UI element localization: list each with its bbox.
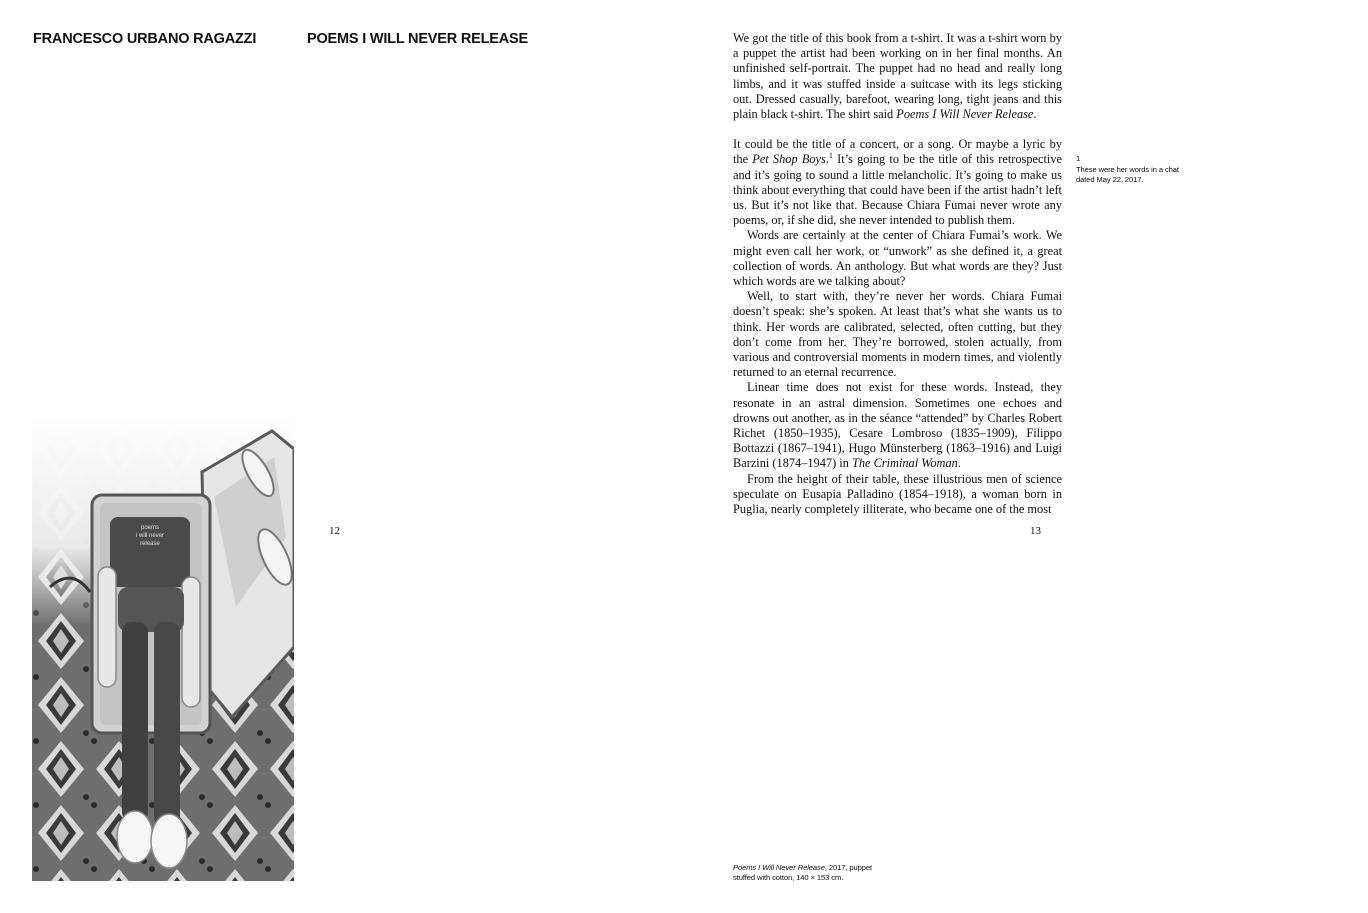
page-number-left: 12 — [329, 525, 340, 537]
paragraph-5: Linear time does not exist for these words. Instead, they resonate in an astral dimension. Sometimes one echoes and drowns out another, as in the séance “attended” by Charles Robert Richet (1850–1935), Cesare Lombroso (1835–1909), Filippo Bottazzi (1867–1941), Hugo Münsterberg (1863–1916) and Luigi Barzini (1874–1947) in The Criminal Woman. — [733, 380, 1062, 471]
title-reference: Poems I Will Never Release — [896, 107, 1034, 122]
paragraph-6: From the height of their table, these illustrious men of science speculate on Eusapia Palladino (1854–1918), a woman born in Puglia, nearly completely illiterate, who became one of the most — [733, 471, 1062, 517]
paragraph-1: We got the title of this book from a t-shirt. It was a t-shirt worn by a puppet the artist had been working on in her final months. An unfinished self-portrait. The puppet had no head and really long limbs, and it was stuffed inside a suitcase with its legs sticking out. Dressed casually, barefoot, wearing long, tight jeans and this plain black t-shirt. The shirt said Poems I Will Never Release. — [733, 31, 1062, 122]
paragraph-4: Well, to start with, they’re never her words. Chiara Fumai doesn’t speak: she’s spoken. At least that’s what she wants us to think. Her words are calibrated, selected, often cutting, but they don’t come from her. They’re borrowed, stolen actually, from various and controversial moments in modern times, and violently returned to an eternal recurrence. — [733, 289, 1062, 380]
main-text — [733, 31, 1062, 517]
paragraph-3: Words are certainly at the center of Chiara Fumai’s work. We might even call her work, or “unwork” as she defined it, a great collection of words. An anthology. But what words are they? Just which words are we talking about? — [733, 228, 1062, 289]
footnote-number: 1 — [1076, 154, 1081, 163]
footnote-reference: 1 — [828, 151, 833, 161]
book-reference: The Criminal Woman — [851, 456, 958, 471]
caption-title: Poems I Will Never Release — [733, 863, 825, 872]
shirt-line-1: poems — [140, 525, 160, 531]
footnote-text: These were her words in a chat dated May 22, 2017. — [1076, 165, 1179, 184]
page-number-right: 13 — [1030, 525, 1041, 537]
paragraph-2: It could be the title of a concert, or a song. Or maybe a lyric by the Pet Shop Boys.$^1$ It’s going to be the title of this retrospective and it’s going to sound a little melancholic. It’s going to make us think about everything that could have been if the artist hadn’t left us. But it’s not like that. Because Chiara Fumai never wrote any poems, or, if she did, she never intended to publish them. — [733, 137, 1062, 228]
book-title: POEMS I WILL NEVER RELEASE — [307, 31, 528, 47]
author-name: FRANCESCO URBANO RAGAZZI — [33, 31, 257, 47]
shirt-line-2: i will never — [135, 533, 165, 539]
caption-text: , 2017, puppet stuffed with cotton, 140 × 153 cm. — [733, 863, 873, 882]
shirt-line-3: release — [140, 541, 160, 547]
band-name: Pet Shop Boys — [752, 152, 826, 167]
photo-caption — [733, 863, 893, 883]
puppet-photo — [32, 417, 294, 881]
footnote — [1076, 154, 1194, 185]
